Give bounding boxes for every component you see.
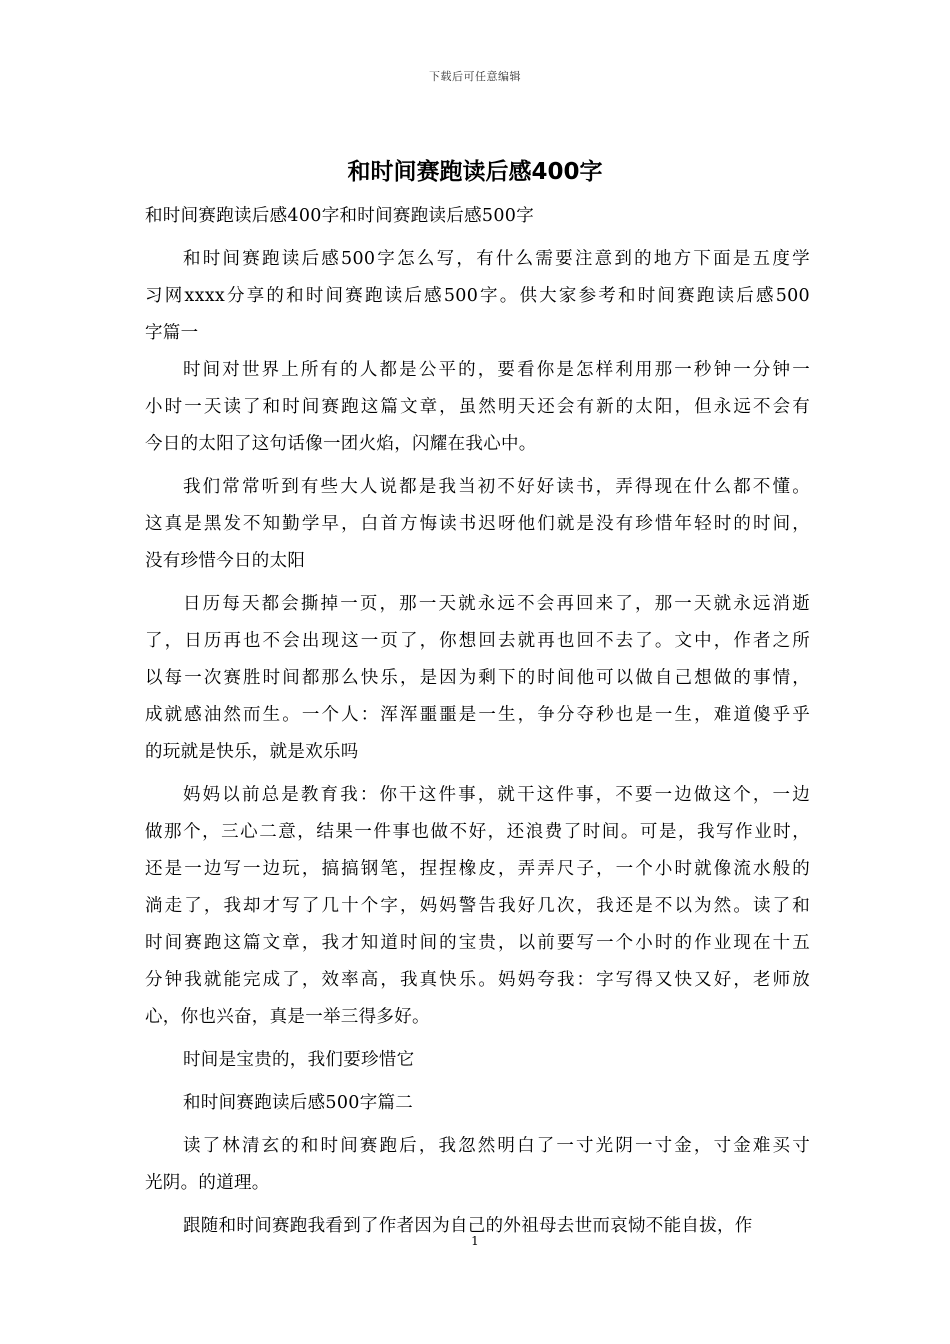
paragraph-line: 的玩就是快乐，就是欢乐吗	[145, 742, 359, 762]
paragraph-line: 日历每天都会撕掉一页，那一天就永远不会再回来了，那一天就永远消逝	[183, 594, 810, 614]
paragraph-line: 今日的太阳了这句话像一团火焰，闪耀在我心中。	[145, 434, 537, 454]
paragraph-line: 和时间赛跑读后感400字和时间赛跑读后感500字	[145, 206, 535, 226]
paragraph-line: 成就感油然而生。一个人：浑浑噩噩是一生，争分夺秒也是一生，难道傻乎乎	[145, 705, 810, 725]
paragraph-line: 心，你也兴奋，真是一举三得多好。	[145, 1007, 430, 1027]
paragraph-line: 做那个，三心二意，结果一件事也做不好，还浪费了时间。可是，我写作业时，	[145, 822, 810, 842]
paragraph-line: 习网xxxx分享的和时间赛跑读后感500字。供大家参考和时间赛跑读后感500	[145, 286, 810, 306]
header-note: 下载后可任意编辑	[429, 70, 521, 83]
paragraph	[145, 777, 810, 1036]
paragraph	[145, 352, 810, 463]
paragraph	[145, 198, 810, 235]
paragraph-line: 时间是宝贵的，我们要珍惜它	[183, 1050, 415, 1070]
paragraph-line: 这真是黑发不知勤学早，白首方悔读书迟呀他们就是没有珍惜年轻时的时间，	[145, 514, 810, 534]
paragraph-line: 跟随和时间赛跑我看到了作者因为自己的外祖母去世而哀恸不能自拔，作	[183, 1216, 753, 1236]
paragraph-line: 和时间赛跑读后感500字篇二	[183, 1093, 414, 1113]
paragraph-line: 了，日历再也不会出现这一页了，你想回去就再也回不去了。文中，作者之所	[145, 631, 810, 651]
paragraph	[145, 241, 810, 352]
page-number: 1	[471, 1234, 479, 1248]
paragraph	[145, 1128, 810, 1202]
paragraph	[145, 586, 810, 771]
paragraph-line: 我们常常听到有些大人说都是我当初不好好读书，弄得现在什么都不懂。	[183, 477, 810, 497]
paragraph	[145, 469, 810, 580]
paragraph-line: 以每一次赛胜时间都那么快乐，是因为剩下的时间他可以做自己想做的事情，	[145, 668, 810, 688]
paragraph-line: 光阴。的道理。	[145, 1173, 270, 1193]
paragraph-line: 没有珍惜今日的太阳	[145, 551, 306, 571]
document-title: 和时间赛跑读后感400字	[347, 159, 603, 185]
paragraph-line: 时间赛跑这篇文章，我才知道时间的宝贵，以前要写一个小时的作业现在十五	[145, 933, 810, 953]
paragraph-line: 读了林清玄的和时间赛跑后，我忽然明白了一寸光阴一寸金，寸金难买寸	[183, 1136, 810, 1156]
paragraph-line: 时间对世界上所有的人都是公平的，要看你是怎样利用那一秒钟一分钟一	[183, 360, 810, 380]
paragraph-line: 分钟我就能完成了，效率高，我真快乐。妈妈夸我：字写得又快又好，老师放	[145, 970, 810, 990]
paragraph-line: 和时间赛跑读后感500字怎么写，有什么需要注意到的地方下面是五度学	[183, 249, 810, 269]
paragraph-line: 小时一天读了和时间赛跑这篇文章，虽然明天还会有新的太阳，但永远不会有	[145, 397, 810, 417]
paragraph-line: 字篇一	[145, 323, 199, 343]
paragraph-line: 淌走了，我却才写了几十个字，妈妈警告我好几次，我还是不以为然。读了和	[145, 896, 810, 916]
paragraph	[145, 1085, 810, 1122]
paragraph-line: 妈妈以前总是教育我：你干这件事，就干这件事，不要一边做这个，一边	[183, 785, 810, 805]
document-body	[145, 198, 810, 1245]
paragraph-line: 还是一边写一边玩，搞搞钢笔，捏捏橡皮，弄弄尺子，一个小时就像流水般的	[145, 859, 810, 879]
paragraph	[145, 1042, 810, 1079]
